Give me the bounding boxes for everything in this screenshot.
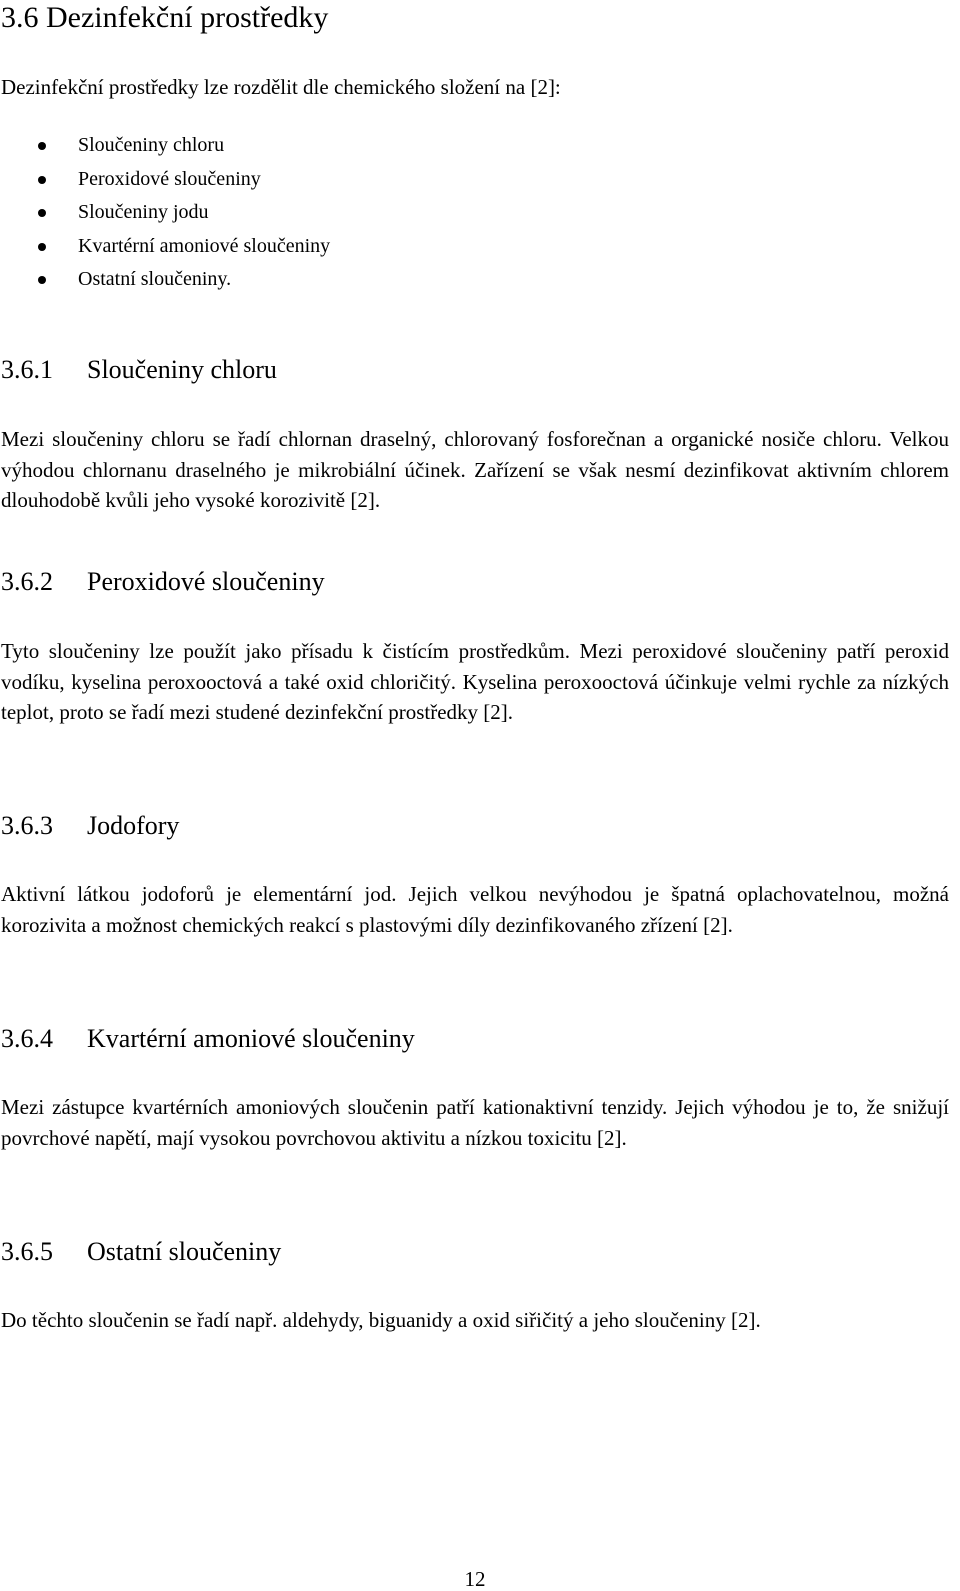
section-title: 3.6 Dezinfekční prostředky — [1, 1, 329, 34]
section-intro: Dezinfekční prostředky lze rozdělit dle chemického složení na [2]: — [1, 75, 561, 99]
bullet-icon — [38, 276, 46, 284]
subsection-text: Aktivní látkou jodoforů je elementární jod. Jejich velkou nevýhodou je špatná oplachovatelnou, možná korozivita a možnost chemických reakcí s plastovými díly dezinfikovaného zřízení [2]. — [1, 882, 949, 937]
subsection-title: Sloučeniny chloru — [87, 355, 277, 384]
subsection-title: Kvartérní amoniové sloučeniny — [87, 1024, 415, 1053]
subsection-number: 3.6.1 — [1, 355, 53, 384]
bullet-icon — [38, 209, 46, 217]
subsection-title: Ostatní sloučeniny — [87, 1237, 282, 1266]
subsection-number: 3.6.4 — [1, 1024, 53, 1053]
bullet-icon — [38, 176, 46, 184]
page-number: 12 — [464, 1567, 486, 1591]
list-item: Peroxidové sloučeniny — [0, 163, 330, 197]
subsection-number: 3.6.2 — [1, 567, 53, 596]
subsection-heading — [1, 566, 949, 598]
list-item: Kvartérní amoniové sloučeniny — [0, 230, 330, 264]
subsection-title: Peroxidové sloučeniny — [87, 567, 325, 596]
subsection-text: Mezi sloučeniny chloru se řadí chlornan draselný, chlorovaný fosforečnan a organické nosiče chloru. Velkou výhodou chlornanu draselného je mikrobiální účinek. Zařízení se však nesmí dezinfikovat aktivním chlorem dlouhodobě kvůli jeho vysoké korozivitě [2]. — [1, 427, 949, 512]
subsection-text: Tyto sloučeniny lze použít jako přísadu k čistícím prostředkům. Mezi peroxidové sloučeniny patří peroxid vodíku, kyselina peroxooctová a také oxid chloričitý. Kyselina peroxooctová účinkuje velmi rychle za nízkých teplot, proto se řadí mezi studené dezinfekční prostředky [2]. — [1, 639, 949, 724]
disinfectant-list — [0, 129, 330, 297]
subsection-heading — [1, 1236, 949, 1268]
bullet-icon — [38, 243, 46, 251]
subsection-title: Jodofory — [87, 811, 180, 840]
list-item: Sloučeniny chloru — [0, 129, 330, 163]
list-item: Ostatní sloučeniny. — [0, 263, 330, 297]
subsection-number: 3.6.5 — [1, 1237, 53, 1266]
list-item: Sloučeniny jodu — [0, 196, 330, 230]
subsection-heading — [1, 1023, 949, 1055]
bullet-icon — [38, 142, 46, 150]
subsection-text: Do těchto sloučenin se řadí např. aldehydy, biguanidy a oxid siřičitý a jeho sloučeniny [2]. — [1, 1308, 761, 1332]
subsection-heading — [1, 810, 949, 842]
subsection-heading — [1, 354, 949, 386]
subsection-text: Mezi zástupce kvartérních amoniových sloučenin patří kationaktivní tenzidy. Jejich výhodou je to, že snižují povrchové napětí, mají vysokou povrchovou aktivitu a nízkou toxicitu [2]. — [1, 1095, 949, 1150]
subsection-number: 3.6.3 — [1, 811, 53, 840]
